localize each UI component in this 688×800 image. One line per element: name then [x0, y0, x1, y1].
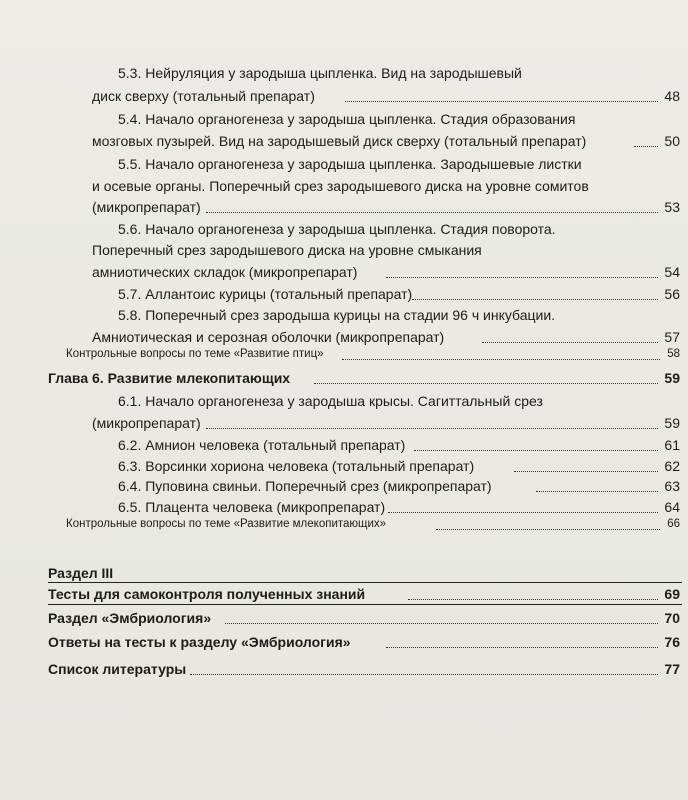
- leader-dots: [388, 512, 658, 513]
- leader-dots: [314, 383, 658, 384]
- toc-text: 5.7. Аллантоис курицы (тотальный препарат): [118, 286, 413, 302]
- toc-line-chapter-6: [0, 368, 684, 388]
- toc-text: диск сверху (тотальный препарат): [92, 88, 315, 104]
- leader-dots: [206, 428, 658, 429]
- toc-page-number: 50: [664, 133, 680, 149]
- toc-line-5-6b: [0, 240, 684, 260]
- toc-page-number: 66: [667, 518, 680, 530]
- toc-text: амниотических складок (микропрепарат): [92, 264, 358, 280]
- leader-dots: [386, 277, 658, 278]
- toc-line-6-1b: [0, 413, 684, 433]
- toc-line-section-3: [0, 563, 684, 583]
- toc-line-embryology: [0, 608, 684, 628]
- toc-line-5-6a: [0, 219, 684, 239]
- toc-line-5-5c: [0, 197, 684, 217]
- toc-text: 6.1. Начало органогенеза у зародыша крысы. Сагиттальный срез: [118, 393, 543, 409]
- toc-page-number: 59: [664, 370, 680, 386]
- toc-text: (микропрепарат): [92, 415, 201, 431]
- toc-page-number: 57: [664, 329, 680, 345]
- toc-text: Контрольные вопросы по теме «Развитие птиц»: [66, 348, 324, 360]
- leader-dots: [514, 471, 658, 472]
- toc-text: 5.5. Начало органогенеза у зародыша цыпленка. Зародышевые листки: [118, 156, 582, 172]
- toc-text: Ответы на тесты к разделу «Эмбриология»: [48, 634, 351, 650]
- toc-text: мозговых пузырей. Вид на зародышевый диск сверху (тотальный препарат): [92, 133, 587, 149]
- toc-text: Раздел III: [48, 565, 114, 581]
- toc-text: 6.5. Плацента человека (микропрепарат): [118, 499, 386, 515]
- toc-line-6-1a: [0, 391, 684, 411]
- toc-line-5-4b: [0, 131, 684, 151]
- toc-page-number: 62: [664, 458, 680, 474]
- toc-text: 6.3. Ворсинки хориона человека (тотальный препарат): [118, 458, 475, 474]
- leader-dots: [386, 647, 658, 648]
- toc-page-number: 61: [664, 437, 680, 453]
- leader-dots: [482, 342, 658, 343]
- toc-text: 5.3. Нейруляция у зародыша цыпленка. Вид на зародышевый: [118, 65, 522, 81]
- leader-dots: [206, 212, 658, 213]
- leader-dots: [190, 674, 658, 675]
- toc-text: Поперечный срез зародышевого диска на уровне смыкания: [92, 242, 482, 258]
- leader-dots: [345, 101, 658, 102]
- toc-page-number: 77: [664, 661, 680, 677]
- toc-page-number: 76: [664, 634, 680, 650]
- leader-dots: [436, 529, 660, 530]
- toc-page-number: 63: [664, 478, 680, 494]
- toc-text: 5.4. Начало органогенеза у зародыша цыпленка. Стадия образования: [118, 111, 576, 127]
- toc-line-5-6c: [0, 262, 684, 282]
- toc-page-number: 53: [664, 199, 680, 215]
- toc-line-5-7: [0, 284, 684, 304]
- toc-page-number: 70: [664, 610, 680, 626]
- section-rule: [48, 582, 682, 583]
- toc-line-answers: [0, 632, 684, 652]
- toc-page-number: 56: [664, 286, 680, 302]
- toc-line-questions-birds: [0, 344, 684, 364]
- section-rule: [48, 604, 682, 605]
- toc-line-6-4: [0, 476, 684, 496]
- toc-page-number: 54: [664, 264, 680, 280]
- toc-page-number: 69: [664, 586, 680, 602]
- toc-text: Глава 6. Развитие млекопитающих: [48, 370, 291, 386]
- toc-line-6-2: [0, 435, 684, 455]
- toc-text: Тесты для самоконтроля полученных знаний: [48, 586, 366, 602]
- leader-dots: [536, 491, 658, 492]
- toc-text: Контрольные вопросы по теме «Развитие млекопитающих»: [66, 518, 387, 530]
- toc-text: и осевые органы. Поперечный срез зародышевого диска на уровне сомитов: [92, 178, 589, 194]
- toc-text: (микропрепарат): [92, 199, 201, 215]
- toc-line-questions-mammals: [0, 514, 684, 534]
- toc-text: Амниотическая и серозная оболочки (микропрепарат): [92, 329, 445, 345]
- toc-line-6-3: [0, 456, 684, 476]
- toc-text: Список литературы: [48, 661, 187, 677]
- toc-text: 5.6. Начало органогенеза у зародыша цыпленка. Стадия поворота.: [118, 221, 556, 237]
- toc-line-5-5b: [0, 176, 684, 196]
- toc-line-5-4a: [0, 109, 684, 129]
- toc-line-5-3a: [0, 63, 684, 83]
- toc-page-number: 58: [667, 348, 680, 360]
- toc-line-5-8a: [0, 305, 684, 325]
- leader-dots: [414, 450, 658, 451]
- toc-page-number: 64: [664, 499, 680, 515]
- toc-text: Раздел «Эмбриология»: [48, 610, 212, 626]
- leader-dots: [225, 623, 658, 624]
- leader-dots: [342, 359, 660, 360]
- toc-line-5-5a: [0, 154, 684, 174]
- leader-dots: [634, 146, 658, 147]
- toc-text: 5.8. Поперечный срез зародыша курицы на стадии 96 ч инкубации.: [118, 307, 556, 323]
- toc-line-tests: [0, 584, 684, 604]
- toc-text: 6.2. Амнион человека (тотальный препарат): [118, 437, 406, 453]
- leader-dots: [412, 299, 658, 300]
- toc-page-number: 59: [664, 415, 680, 431]
- toc-line-references: [0, 659, 684, 679]
- toc-line-5-3b: [0, 86, 684, 106]
- toc-text: 6.4. Пуповина свиньи. Поперечный срез (микропрепарат): [118, 478, 492, 494]
- toc-page-number: 48: [664, 88, 680, 104]
- leader-dots: [408, 599, 658, 600]
